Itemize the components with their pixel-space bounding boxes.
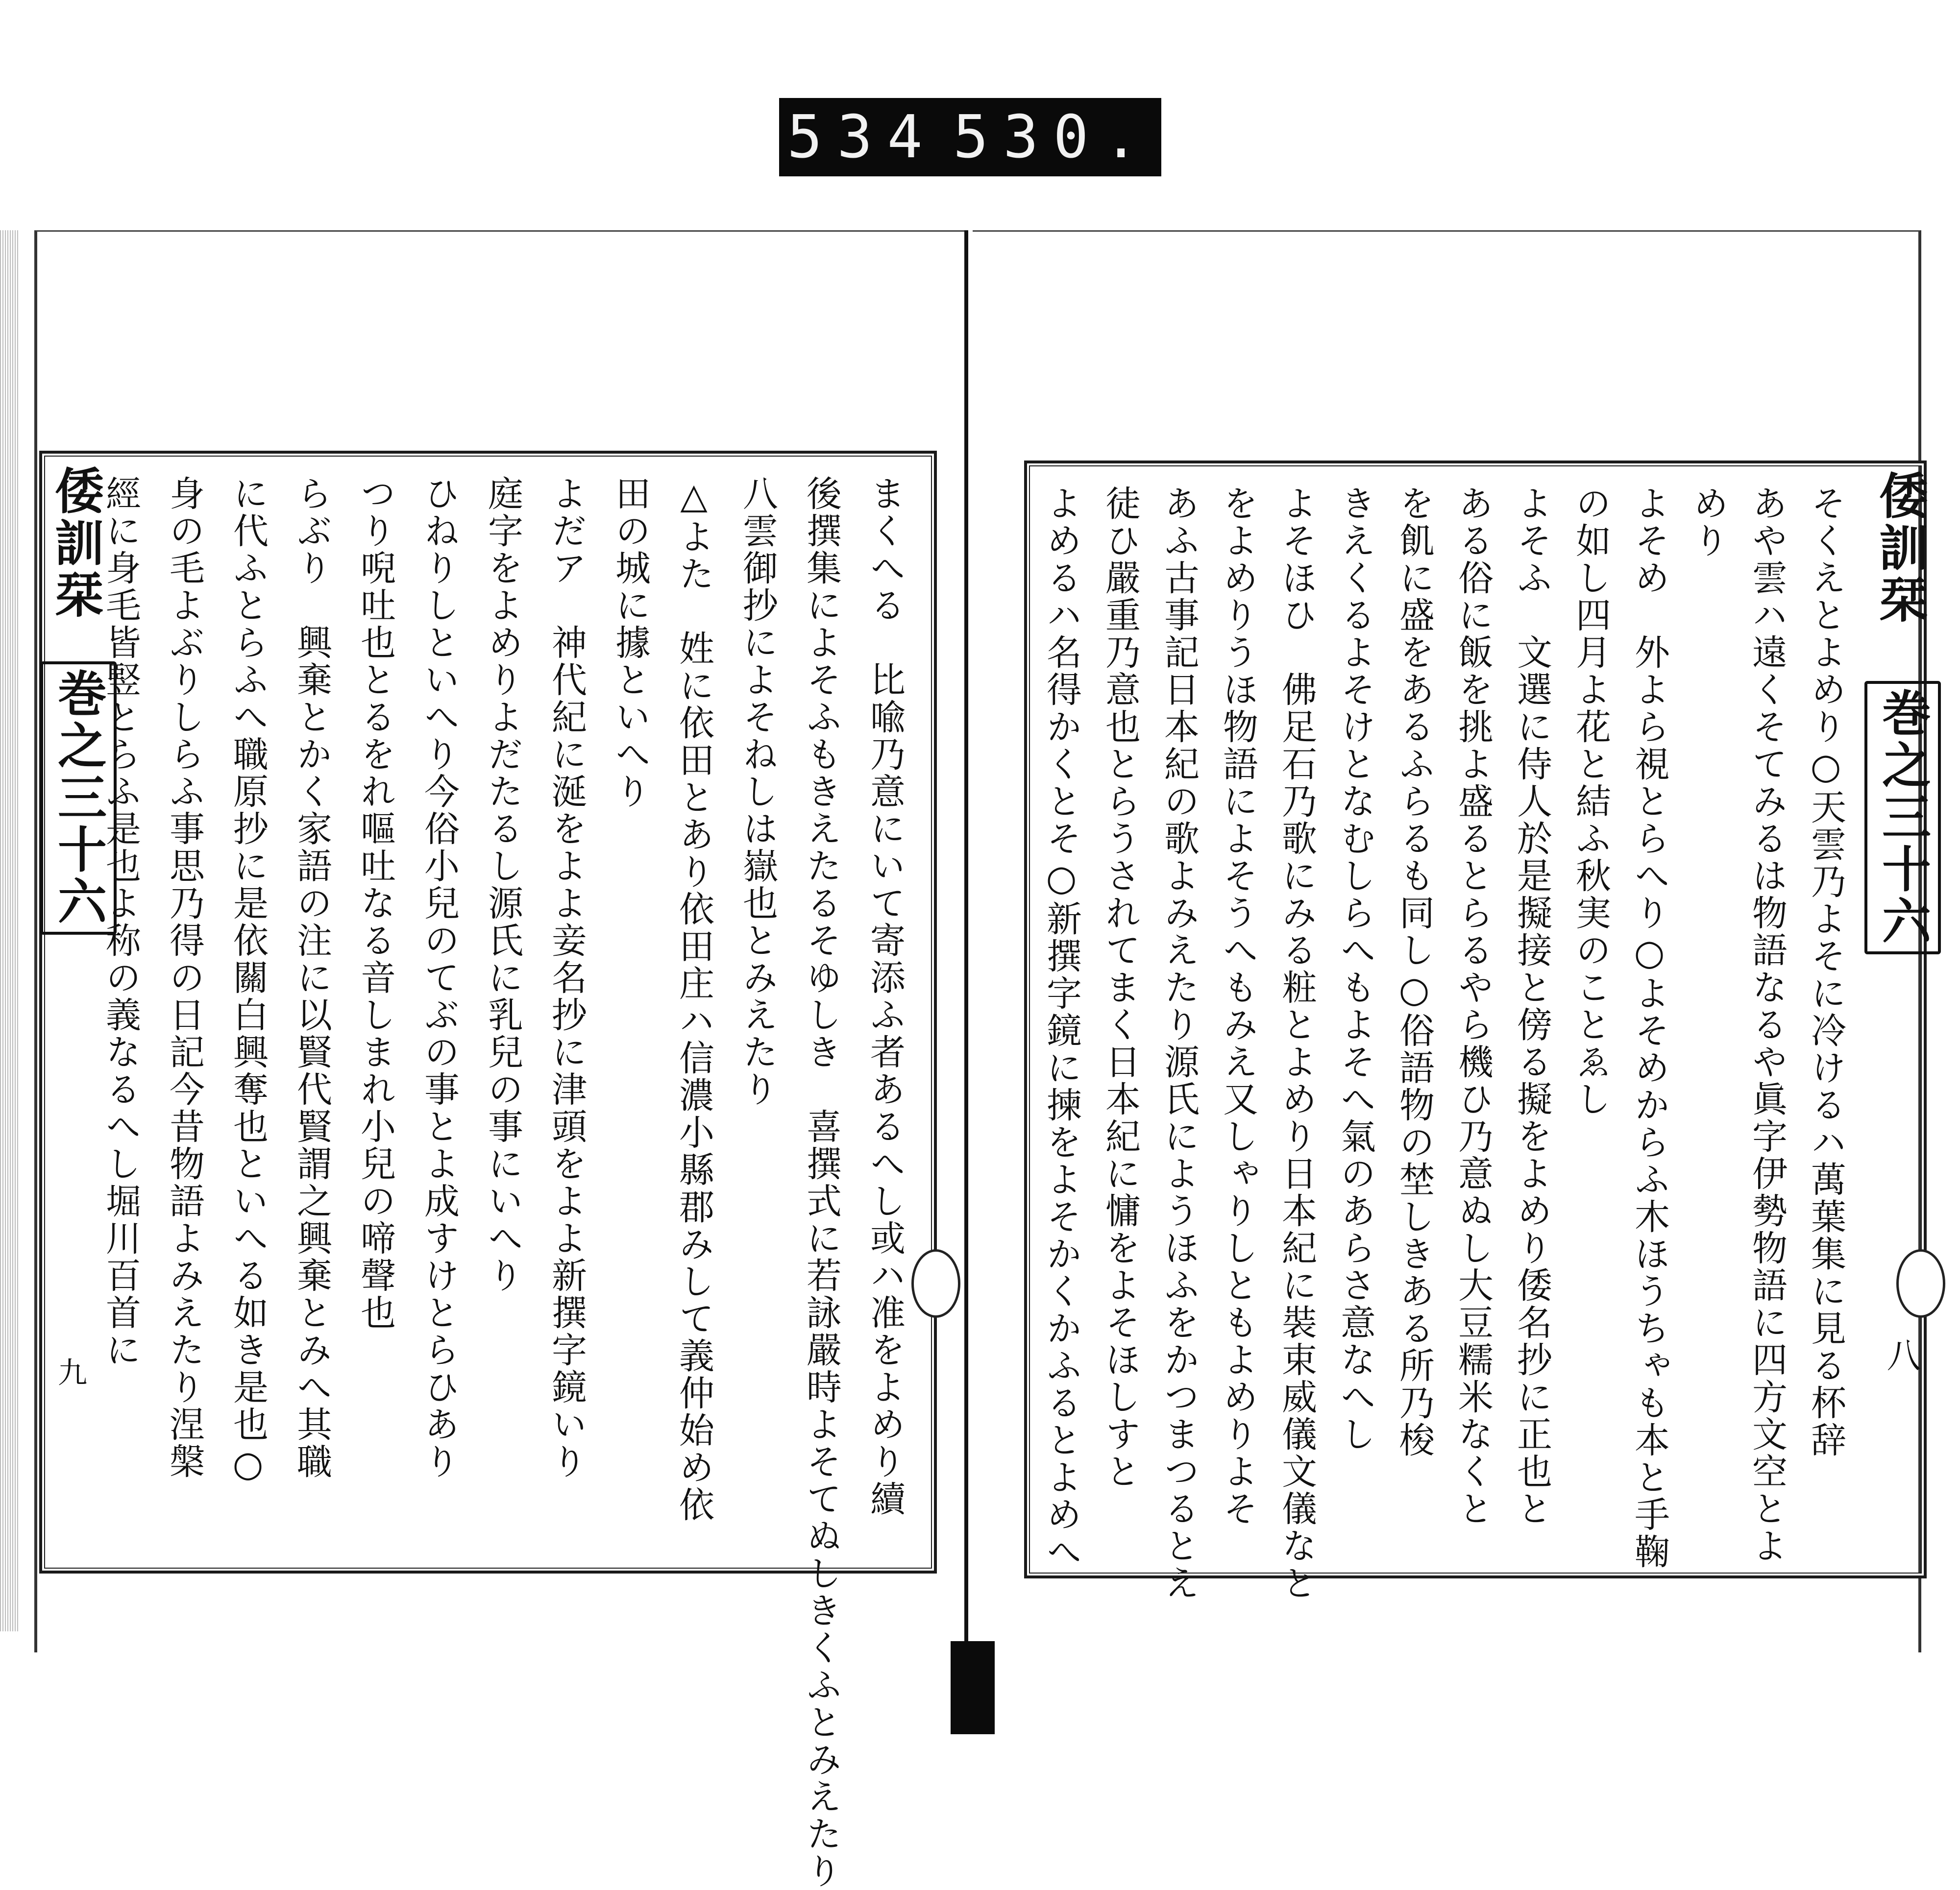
right-column-8: を飢に盛をあるふらるも同し○俗語物の埜しきある所乃梭	[1394, 485, 1435, 1459]
left-folio-number: 九	[53, 1357, 87, 1386]
right-column-4: よそめ 外よら視とらへり○よそめからふ木ほうちゃも本と手鞠	[1629, 485, 1670, 1571]
right-column-2: あや雲ハ遠くそてみるは物語なるや眞字伊勢物語に四方文空とよ	[1746, 485, 1788, 1565]
counter-right-number: 530.	[953, 103, 1153, 171]
left-column-9: つり唲吐也とるをれ嘔吐なる音しまれ小兒の啼聲也	[355, 475, 396, 1332]
left-column-1: まくへる 比喩乃意にいて寄添ふ者あるへし或ハ准をよめり續	[864, 475, 906, 1518]
right-column-1: そくえとよめり○天雲乃よそに冷けるハ萬葉集に見る杯辞	[1805, 485, 1846, 1459]
left-column-4: △よた 姓に依田とあり依田庄ハ信濃小縣郡みして義仲始め依	[673, 475, 714, 1524]
left-column-3: 八雲御抄によそねしは嶽也とみえたり	[737, 475, 778, 1108]
right-column-11: をよめりうほ物語によそうへもみえ又しゃりしともよめりよそ	[1217, 485, 1258, 1527]
counter-left-number: 534	[787, 103, 937, 171]
binding-clip	[951, 1641, 995, 1734]
right-column-10: よそほひ 佛足石乃歌にみる粧とよめり日本紀に裝束威儀文儀なと	[1276, 485, 1317, 1602]
left-column-10: らぶり 興棄とかく家語の注に以賢代賢謂之興棄とみへ其職	[291, 475, 332, 1480]
right-page-tab	[1896, 1249, 1945, 1318]
right-column-12: あふ古事記日本紀の歌よみえたり源氏にようほふをかつまつるとえ	[1158, 485, 1200, 1602]
left-column-11: に代ふとらふへ職原抄に是依關白興奪也といへる如き是也○	[227, 475, 269, 1486]
left-spine-title: 倭訓栞	[47, 465, 104, 621]
right-column-9: きえくるよそけとなむしらへもよそへ氣のあらさ意なへし	[1335, 485, 1376, 1453]
right-spine-title: 倭訓栞	[1871, 470, 1929, 626]
right-column-5: の如し四月よ花と結ふ秋実のことゑし	[1570, 485, 1611, 1118]
right-column-14: よめるハ名得かくとそ○新撰字鏡に揀をよそかくかふるとよめへ	[1041, 485, 1082, 1571]
left-column-5: 田の城に據といへり	[610, 475, 651, 810]
page-edge	[0, 230, 20, 1631]
left-spine-volume: 巻之三十六	[40, 661, 117, 935]
left-column-8: ひねりしといへり今俗小兒のてぶの事とよ成すけとらひあり	[418, 475, 460, 1480]
right-column-7: ある俗に飯を挑よ盛るとらるやら機ひ乃意ぬし大豆糯米なくと	[1452, 485, 1494, 1527]
left-column-12: 身の毛よぶりしらふ事思乃得の日記今昔物語よみえたり涅槃	[164, 475, 205, 1480]
left-column-7: 庭字をよめりよだたるし源氏に乳兒の事にいへり	[482, 475, 523, 1294]
right-column-3: めり	[1688, 485, 1729, 559]
right-spine-volume: 巻之三十六	[1864, 681, 1941, 954]
right-column-6: よそふ 文選に侍人於是擬接と傍る擬をよめり倭名抄に正也と	[1511, 485, 1552, 1527]
book-spread	[0, 230, 1960, 1890]
left-column-13: 經に身毛皆竪とらふ是也よ称の義なるへし堀川百首に	[100, 475, 141, 1369]
right-column-13: 徒ひ嚴重乃意也とらうされてまく日本紀に慵をよそほしすと	[1100, 485, 1141, 1490]
right-folio-number: 八	[1881, 1337, 1921, 1372]
film-counter-label	[779, 98, 1161, 176]
left-column-6: よだア 神代紀に涎をよよ妾名抄に津頭をよよ新撰字鏡いり	[546, 475, 587, 1480]
binding-line	[964, 230, 968, 1646]
left-page-tab	[911, 1249, 960, 1318]
left-column-2: 後撰集によそふもきえたるそゆしき 喜撰式に若詠嚴時よそてぬしきくふとみえたり	[801, 475, 842, 1890]
